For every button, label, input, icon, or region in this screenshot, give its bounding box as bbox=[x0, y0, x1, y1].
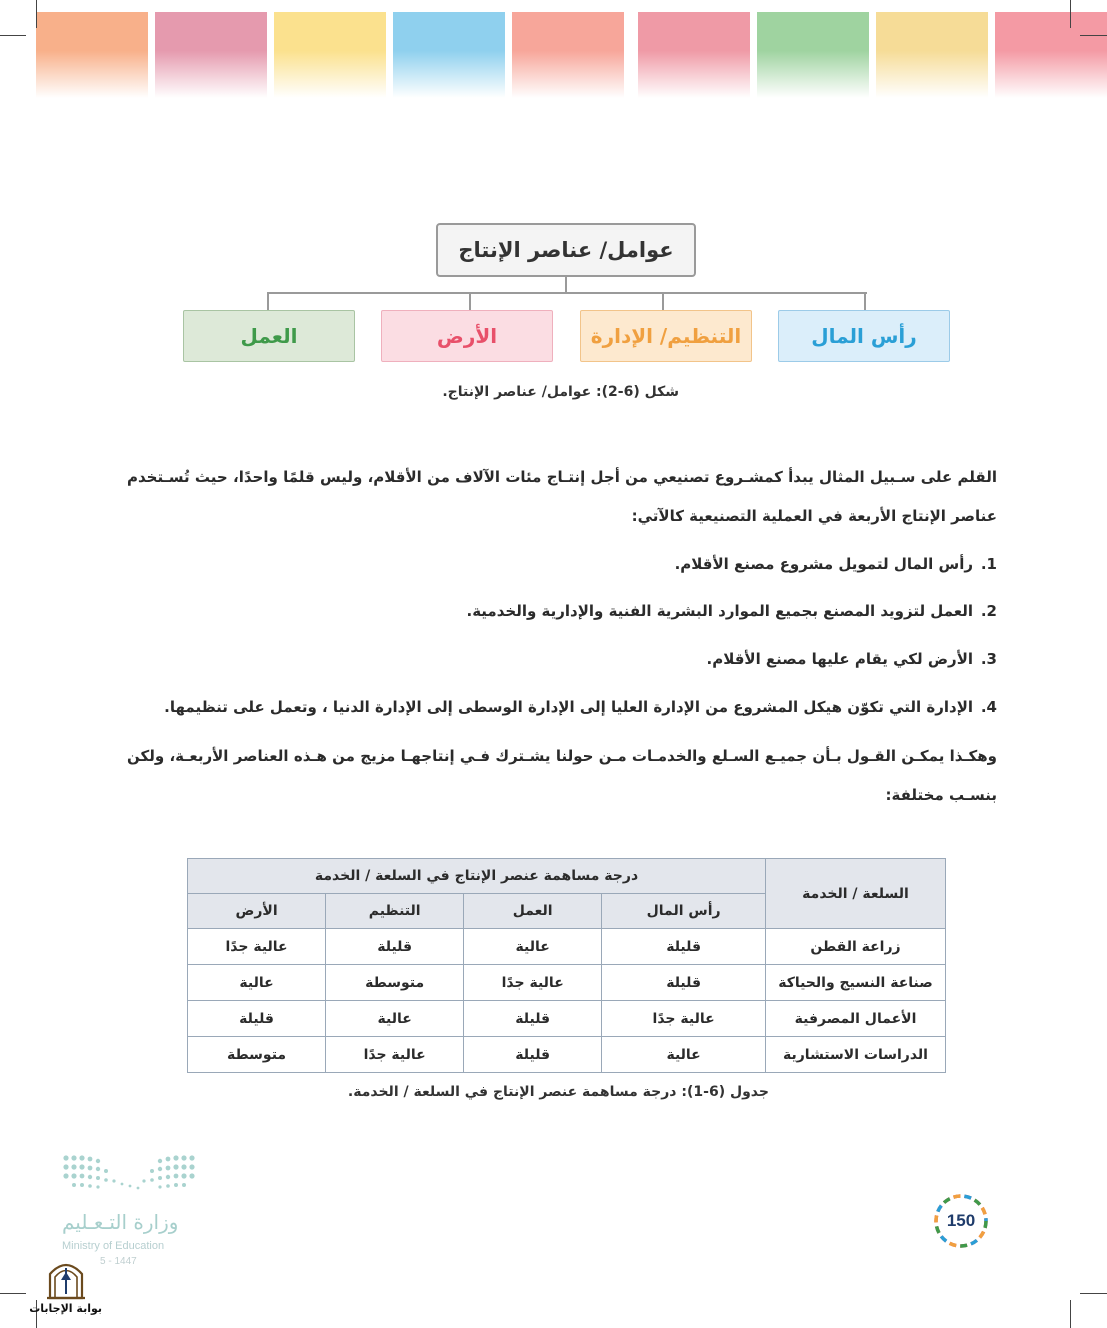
table-cell: قليلة bbox=[602, 929, 766, 965]
list-number: .4 bbox=[980, 698, 997, 716]
table-row bbox=[188, 929, 946, 965]
table-row bbox=[188, 1037, 946, 1073]
table-cell: قليلة bbox=[464, 1001, 602, 1037]
list-number: .3 bbox=[980, 650, 997, 668]
connector-line bbox=[469, 292, 471, 310]
color-tab bbox=[36, 12, 148, 98]
color-tab bbox=[512, 12, 624, 98]
connector-line bbox=[565, 277, 567, 293]
node-capital: رأس المال bbox=[778, 310, 950, 362]
top-color-tabs bbox=[36, 12, 1098, 98]
row-item: زراعة القطن bbox=[766, 929, 946, 965]
portal-emblem-icon bbox=[30, 1254, 102, 1302]
table-cell: متوسطة bbox=[188, 1037, 326, 1073]
header-item: السلعة / الخدمة bbox=[766, 859, 946, 929]
column-header: رأس المال bbox=[602, 894, 766, 929]
table-cell: عالية جدًا bbox=[602, 1001, 766, 1037]
color-tab bbox=[155, 12, 267, 98]
table-cell: عالية bbox=[602, 1037, 766, 1073]
table-cell: عالية جدًا bbox=[326, 1037, 464, 1073]
color-tab bbox=[757, 12, 869, 98]
crop-mark bbox=[0, 35, 26, 36]
ministry-name-ar: وزارة التـعـليم bbox=[62, 1210, 179, 1234]
color-tab bbox=[274, 12, 386, 98]
node-labor: العمل bbox=[183, 310, 355, 362]
table-cell: قليلة bbox=[602, 965, 766, 1001]
page-number bbox=[933, 1193, 989, 1249]
connector-line bbox=[267, 292, 269, 310]
intro-line-1: القلم على سـبيل المثال يبدأ كمشـروع تصنيعي من أجل إنتـاج مئات الآلاف من الأقلام، وليس قلمًا واحدًا، حيث تُسـتخدم bbox=[127, 468, 997, 486]
crop-mark bbox=[0, 1293, 26, 1294]
row-item: الأعمال المصرفية bbox=[766, 1001, 946, 1037]
color-tab bbox=[393, 12, 505, 98]
portal-logo bbox=[30, 1254, 102, 1320]
outro-line-1: وهكـذا يمكـن القـول بـأن جميـع السـلع والخدمـات مـن حولنا يشـترك فـي إنتاجهـا مزيج من هـذه العناصر الأربعـة، ولكن bbox=[127, 747, 997, 765]
list-item: العمل لتزويد المصنع بجميع الموارد البشرية الفنية والإدارية والخدمية. bbox=[466, 602, 973, 620]
figure-caption: شكل (6-2): عوامل/ عناصر الإنتاج. bbox=[442, 384, 679, 400]
ministry-dots-icon bbox=[62, 1152, 196, 1196]
table-cell: عالية جدًا bbox=[188, 929, 326, 965]
production-factors-table bbox=[187, 858, 946, 1073]
crop-mark bbox=[36, 0, 37, 28]
intro-line-2: عناصر الإنتاج الأربعة في العملية التصنيعية كالآتي: bbox=[631, 507, 997, 525]
ministry-year: 5 - 1447 bbox=[100, 1256, 137, 1267]
table-cell: قليلة bbox=[188, 1001, 326, 1037]
row-item: صناعة النسيج والحياكة bbox=[766, 965, 946, 1001]
color-tab bbox=[638, 12, 750, 98]
connector-line bbox=[864, 292, 866, 310]
table-cell: عالية جدًا bbox=[464, 965, 602, 1001]
table-row bbox=[188, 1001, 946, 1037]
table-cell: متوسطة bbox=[326, 965, 464, 1001]
node-management: التنظيم/ الإدارة bbox=[580, 310, 752, 362]
table-caption: جدول (6-1): درجة مساهمة عنصر الإنتاج في السلعة / الخدمة. bbox=[347, 1084, 769, 1100]
crop-mark bbox=[1070, 0, 1071, 28]
outro-line-2: بنسـب مختلفة: bbox=[885, 786, 997, 804]
table-row bbox=[188, 965, 946, 1001]
table-cell: عالية bbox=[188, 965, 326, 1001]
column-header: الأرض bbox=[188, 894, 326, 929]
crop-mark bbox=[1070, 1300, 1071, 1328]
color-tab bbox=[995, 12, 1107, 98]
page-number-text: 150 bbox=[946, 1211, 976, 1230]
list-number: .2 bbox=[980, 602, 997, 620]
crop-mark bbox=[1080, 1293, 1107, 1294]
color-tab bbox=[876, 12, 988, 98]
list-item: الإدارة التي تكوّن هيكل المشروع من الإدارة العليا إلى الإدارة الوسطى إلى الإدارة الدنيا ، وتعمل على تنظيمها. bbox=[164, 698, 973, 716]
table-cell: قليلة bbox=[326, 929, 464, 965]
ministry-logo bbox=[62, 1152, 202, 1267]
table-cell: قليلة bbox=[464, 1037, 602, 1073]
column-header: التنظيم bbox=[326, 894, 464, 929]
connector-line bbox=[267, 292, 867, 294]
header-group: درجة مساهمة عنصر الإنتاج في السلعة / الخدمة bbox=[188, 859, 766, 894]
table-cell: عالية bbox=[326, 1001, 464, 1037]
ministry-name-en: Ministry of Education bbox=[62, 1240, 165, 1252]
table-cell: عالية bbox=[464, 929, 602, 965]
list-number: .1 bbox=[980, 555, 997, 573]
node-land: الأرض bbox=[381, 310, 553, 362]
list-item: رأس المال لتمويل مشروع مصنع الأقلام. bbox=[674, 555, 973, 573]
connector-line bbox=[662, 292, 664, 310]
portal-label: بوابة الإجابات bbox=[29, 1302, 102, 1315]
list-item: الأرض لكي يقام عليها مصنع الأقلام. bbox=[706, 650, 973, 668]
diagram-title: عوامل/ عناصر الإنتاج bbox=[436, 223, 696, 277]
column-header: العمل bbox=[464, 894, 602, 929]
crop-mark bbox=[1080, 35, 1107, 36]
row-item: الدراسات الاستشارية bbox=[766, 1037, 946, 1073]
